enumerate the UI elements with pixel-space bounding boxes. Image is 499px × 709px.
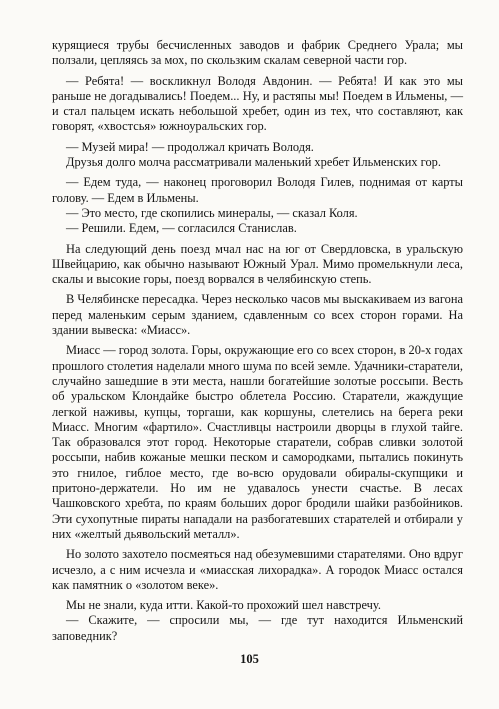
paragraph-12: Мы не знали, куда итти. Какой-то прохожий шел навстречу. (66, 598, 381, 613)
paragraph-8: На следующий день поезд мчал нас на юг от Свердловска, в уральскую Швейцарию, как обычно называют Южный Урал. Мимо промелькнули леса, скалы и высокие горы, поезд ворвался в челябинскую степь. (52, 241, 463, 287)
paragraph-13: — Скажите, — спросили мы, — где тут находится Ильменский заповедник? (52, 613, 463, 643)
paragraph-2: — Ребята! — воскликнул Володя Авдонин. — Ребята! И как это мы раньше не догадывались! Поедем... Ну, и растяпы мы! Поедем в Ильмены, — и стал пальцем искать небольшой хребет, один из тех, что составляют, как говорят, «хвостсья» южноуральских гор. (52, 73, 463, 134)
paragraph-5: — Едем туда, — наконец проговорил Володя Гилев, поднимая от карты голову. — Едем в Ильмены. (52, 175, 463, 205)
paragraph-9: В Челябинске пересадка. Через несколько часов мы выскакиваем из вагона перед маленьким серым зданием, сдавленным со всех сторон горами. На здании вывеска: «Миасс». (52, 292, 463, 338)
page-number: 105 (240, 652, 259, 666)
paragraph-10: Миасс — город золота. Горы, окружающие его со всех сторон, в 20-х годах прошлого столетия наделали много шума по всей земле. Удачники-старатели, случайно зашедшие в эти места, нашли богатейшие золотые россыпи. Весть об уральском Клондайке быстро облетела Россию. Старатели, жаждущие легкой наживы, купцы, торгаши, как коршуны, слетелись на берега реки Миасс. Многим «фартило». Счастливцы настроили дворцы в глухой тайге. Так образовался этот город. Некоторые старатели, собрав сливки золотой россыпи, набив кожаные мешки песком и самородками, пытались покинуть это гнилое, гиблое место, где во-всю орудовали обиралы-скупщики и притоно-держатели. Но им не удавалось унести счастье. В лесах Чашковского хребта, по краям больших дорог бродили шайки разбойников. Эти сухопутные пираты нападали на разбогатевших старателей и отбирали у них «желтый дьявольский металл». (52, 343, 463, 541)
paragraph-6: — Это место, где скопились минералы, — сказал Коля. (66, 205, 358, 220)
paragraph-3: — Музей мира! — продолжал кричать Володя. (66, 139, 314, 154)
paragraph-7: — Решили. Едем, — согласился Станислав. (66, 221, 297, 236)
paragraph-1: курящиеся трубы бесчисленных заводов и фабрик Среднего Урала; мы ползали, цепляясь за мох, по скользким скалам северной части гор. (52, 38, 463, 68)
paragraph-11: Но золото захотело посмеяться над обезумевшими старателями. Оно вдруг исчезло, а с ним исчезла и «миасская лихорадка». А городок Миасс остался как памятник о «золотом веке». (52, 547, 463, 592)
paragraph-4: Друзья долго молча рассматривали маленький хребет Ильменских гор. (66, 155, 441, 170)
